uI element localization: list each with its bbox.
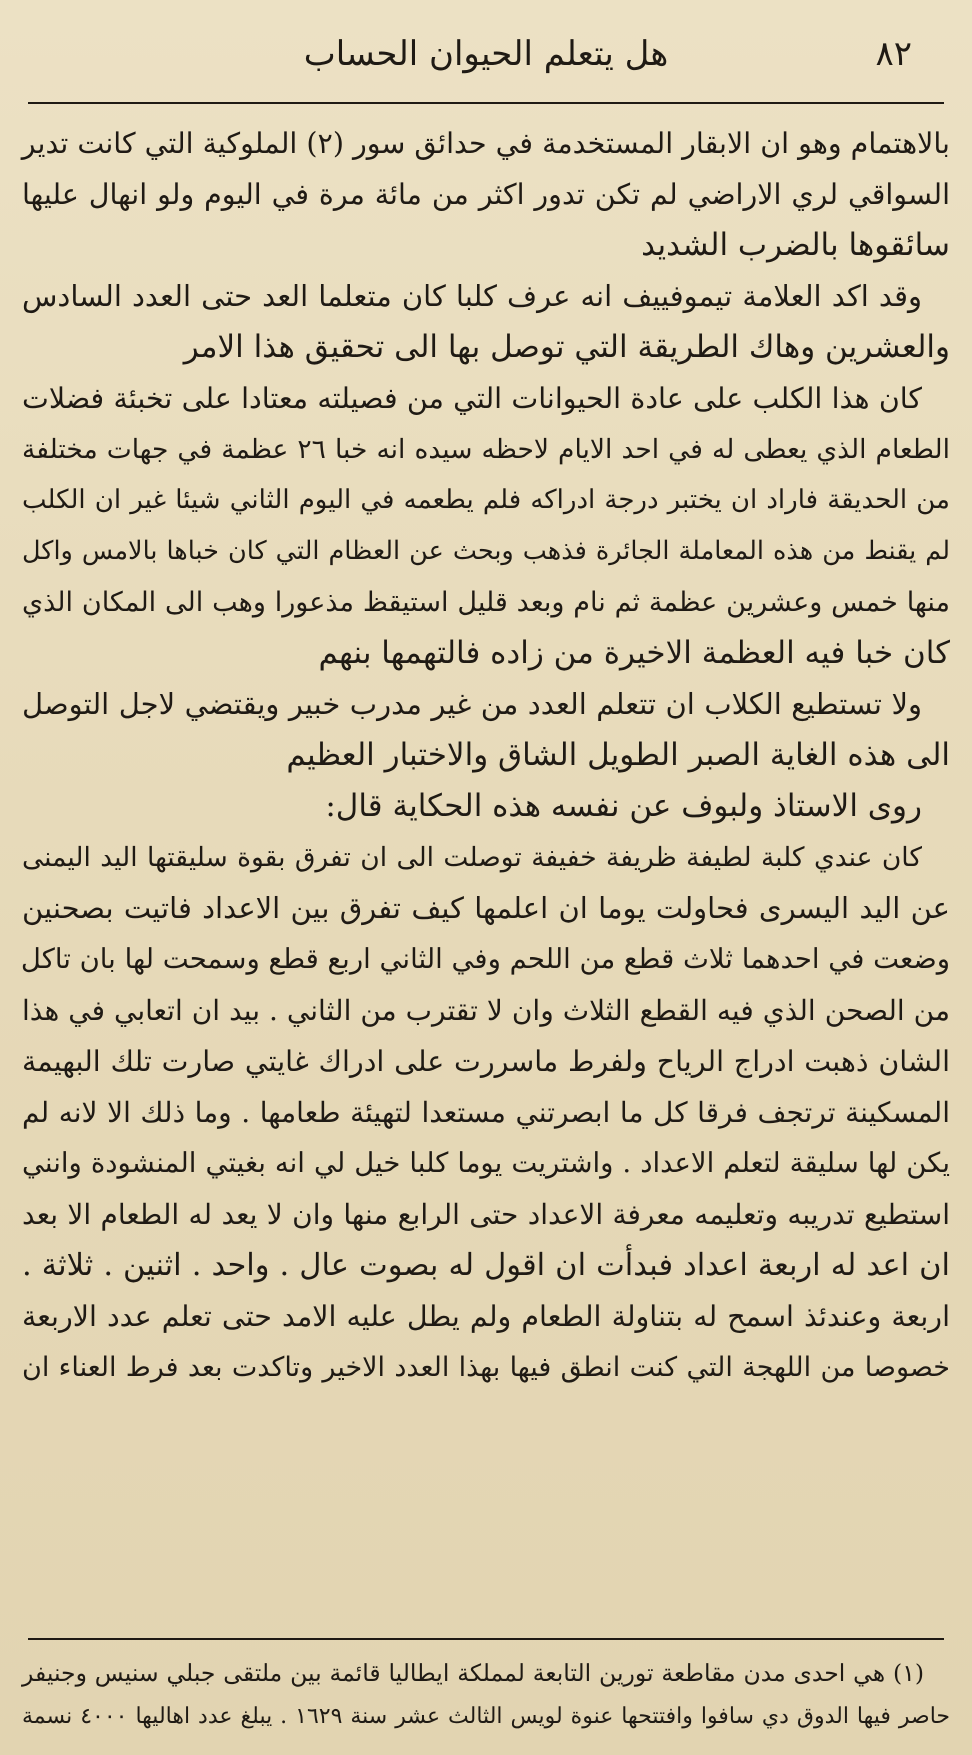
- text-line: الشان ذهبت ادراج الرياح ولفرط ماسررت على ادراك غايتي صارت تلك البهيمة: [22, 1045, 950, 1078]
- text-line: منها خمس وعشرين عظمة ثم نام وبعد قليل استيقظ مذعورا وهب الى المكان الذي: [22, 587, 950, 618]
- text-line: المسكينة ترتجف فرقا كل ما ابصرتني مستعدا لتهيئة طعامها . وما ذلك الا لانه لم: [22, 1096, 950, 1129]
- text-line: وضعت في احدهما ثلاث قطع من اللحم وفي الثاني اربع قطع وسمحت لها بان تاكل: [20, 943, 950, 975]
- text-line: من الحديقة فاراد ان يختبر درجة ادراكه فلم يطعمه في اليوم الثاني شيئا غير ان الكلب: [22, 485, 950, 515]
- header-rule: [28, 102, 944, 104]
- text-line: ان اعد له اربعة اعداد فبدأت ان اقول له بصوت عال . واحد . اثنين . ثلاثة .: [22, 1248, 950, 1283]
- page-header: [40, 22, 932, 86]
- text-line: السواقي لري الاراضي لم تكن تدور اكثر من مائة مرة في اليوم ولو انهال عليها: [22, 178, 950, 211]
- text-line: الى هذه الغاية الصبر الطويل الشاق والاختبار العظيم: [286, 737, 950, 773]
- text-line: والعشرين وهاك الطريقة التي توصل بها الى تحقيق هذا الامر: [183, 329, 950, 365]
- text-line: روى الاستاذ ولبوف عن نفسه هذه الحكاية قال:: [325, 788, 922, 824]
- text-line: بالاهتمام وهو ان الابقار المستخدمة في حدائق سور (٢) الملوكية التي كانت تدير: [21, 127, 950, 160]
- footnote-line: حاصر فيها الدوق دي سافوا وافتتحها عنوة لويس الثالث عشر سنة ١٦٢٩ . يبلغ عدد اهاليها ٤٠٠٠ نسمة: [22, 1704, 950, 1729]
- text-line: من الصحن الذي فيه القطع الثلاث وان لا تقترب من الثاني . بيد ان اتعابي في هذا: [22, 994, 950, 1027]
- text-line: عن اليد اليسرى فحاولت يوما ان اعلمها كيف تفرق بين الاعداد فاتيت بصحنين: [22, 891, 950, 925]
- text-line: يكن لها سليقة لتعلم الاعداد . واشتريت يوما كلبا خيل لي انه بغيتي المنشودة وانني: [22, 1147, 950, 1179]
- text-line: اربعة وعندئذ اسمح له بتناولة الطعام ولم يطل عليه الامد حتى تعلم عدد الاربعة: [22, 1300, 950, 1333]
- footnote-line: (١) هي احدى مدن مقاطعة تورين التابعة لمملكة ايطاليا قائمة بين ملتقى جبلي سنيس وجنيفر: [22, 1659, 924, 1687]
- body-text: [22, 118, 950, 1393]
- text-line: لم يقنط من هذه المعاملة الجائرة فذهب وبحث عن العظام التي كان خباها بالامس واكل: [22, 536, 950, 566]
- text-line: ولا تستطيع الكلاب ان تتعلم العدد من غير مدرب خبير ويقتضي لاجل التوصل: [22, 687, 922, 721]
- text-line: الطعام الذي يعطى له في احد الايام لاحظه سيده انه خبا ٢٦ عظمة في جهات مختلفة: [22, 434, 950, 465]
- text-line: خصوصا من اللهجة التي كنت انطق فيها بهذا العدد الاخير وتاكدت بعد فرط العناء ان: [22, 1352, 950, 1383]
- text-line: استطيع تدريبه وتعليمه معرفة الاعداد حتى الرابع منها وان لا يعد له الطعام الا بعد: [22, 1198, 950, 1231]
- text-line: وقد اكد العلامة تيموفييف انه عرف كلبا كان متعلما العد حتى العدد السادس: [22, 279, 922, 313]
- footnote-rule: [28, 1638, 944, 1640]
- text-line: كان عندي كلبة لطيفة ظريفة خفيفة توصلت الى ان تفرق بقوة سليقتها اليد اليمنى: [22, 842, 922, 873]
- text-line: كان خبا فيه العظمة الاخيرة من زاده فالتهمها بنهم: [318, 635, 950, 671]
- text-line: سائقوها بالضرب الشديد: [641, 227, 950, 263]
- footnotes: [22, 1652, 950, 1738]
- running-title: هل يتعلم الحيوان الحساب: [303, 34, 669, 74]
- page-number: ٨٢: [875, 34, 912, 74]
- text-line: كان هذا الكلب على عادة الحيوانات التي من فصيلته معتادا على تخبئة فضلات: [22, 382, 922, 415]
